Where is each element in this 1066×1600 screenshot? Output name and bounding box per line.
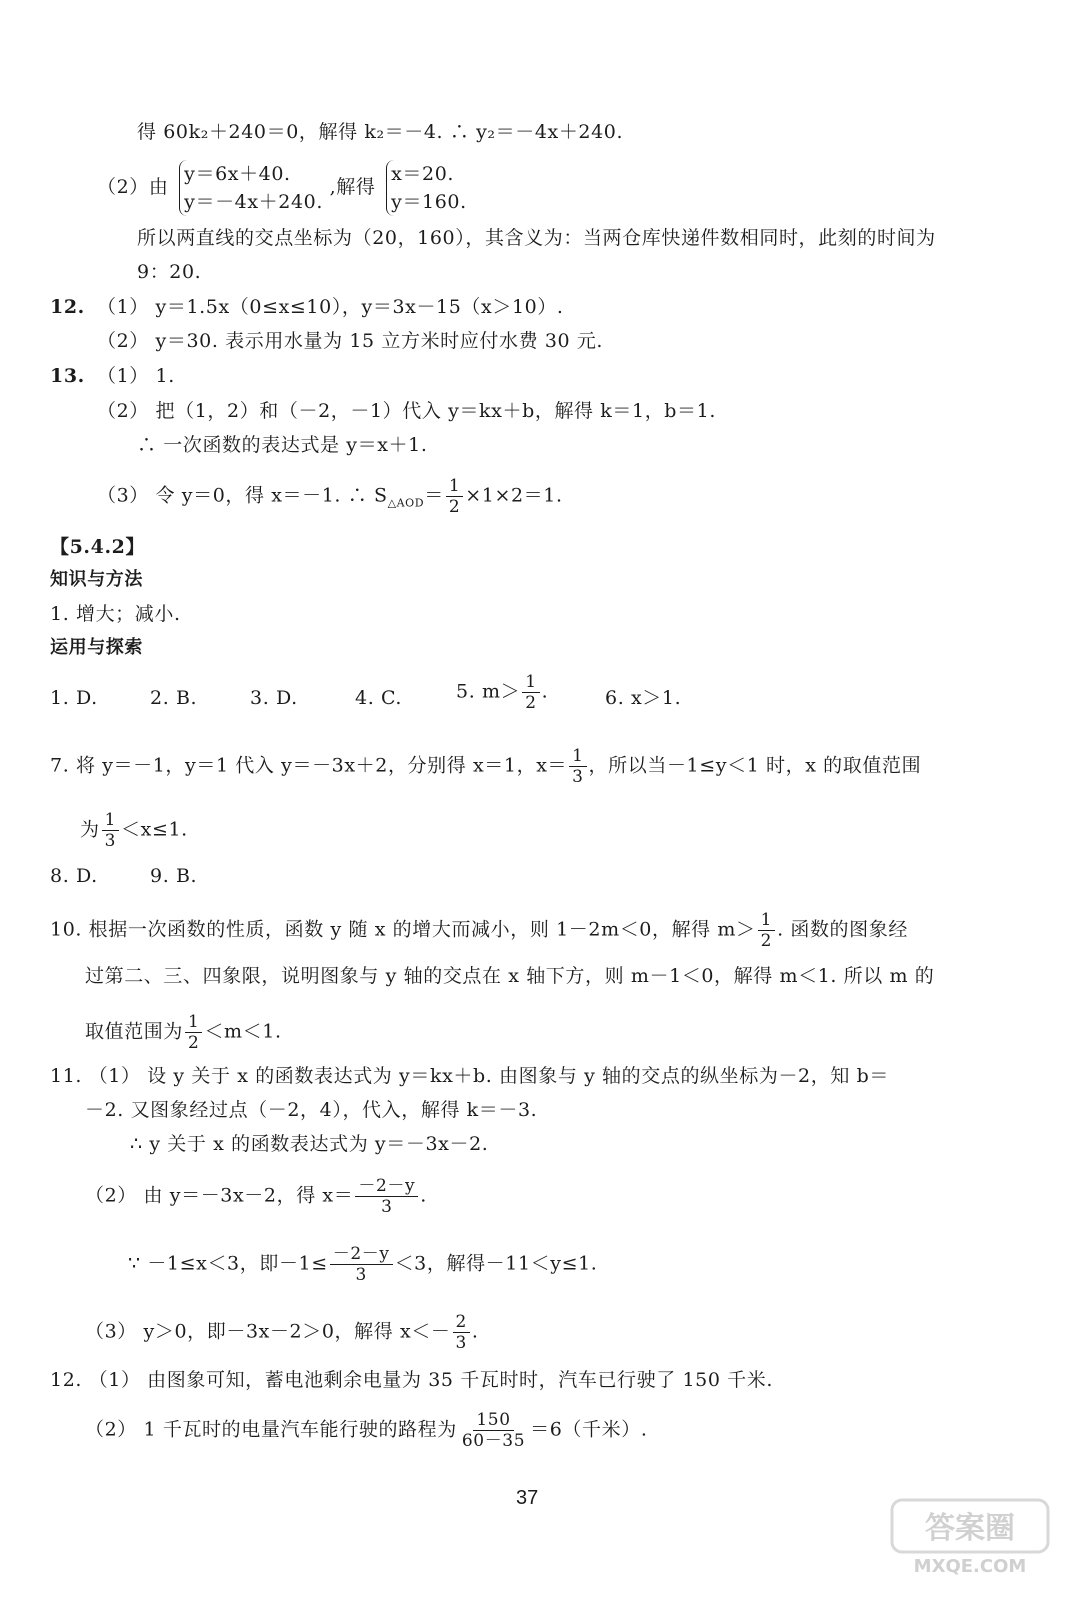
line-4: 9：20.: [137, 261, 202, 283]
q7-text-b: ，所以当－1≤y＜1 时，x 的取值范围: [588, 754, 922, 777]
fraction-denominator: 3: [355, 1265, 367, 1285]
q12-number: 12.: [50, 296, 85, 318]
q11-line-2: －2. 又图象经过点（－2，4），代入，解得 k＝－3.: [85, 1099, 538, 1121]
watermark-logo: [890, 1498, 1050, 1578]
fraction-negx: [355, 1176, 418, 1217]
q10-text-e: ＜m＜1.: [204, 1020, 282, 1043]
answer-5: 5. m＞ $\frac{1}{2}$ .: [456, 672, 549, 713]
q13-number: 13.: [50, 365, 85, 387]
equation-system-2: [386, 160, 467, 216]
q11-line-5: [128, 1244, 597, 1285]
fraction-negx: [330, 1244, 393, 1285]
q7-text-d: ＜x≤1.: [121, 818, 188, 841]
q11-line-3: ∴ y 关于 x 的函数表达式为 y＝－3x－2.: [130, 1133, 489, 1155]
q12b-line-1: 12. （1） 由图象可知，蓄电池剩余电量为 35 千瓦时时，汽车已行驶了 150 千米.: [50, 1369, 774, 1391]
system-2-eq-1: x＝20.: [391, 163, 455, 185]
subheading-practice: 运用与探索: [50, 637, 143, 658]
q13-part3: [97, 476, 563, 517]
q7-line-1: [50, 746, 921, 787]
q10-line-3: [85, 1012, 282, 1053]
q12b-text-2: （2） 1 千瓦时的电量汽车能行驶的路程为: [85, 1418, 457, 1441]
q12-part2: （2） y＝30. 表示用水量为 15 立方米时应付水费 30 元.: [97, 330, 604, 352]
system-mid: ,解得: [329, 176, 376, 198]
fraction-numerator: 1: [522, 672, 539, 693]
q10-text-b: . 函数的图象经: [777, 918, 908, 941]
q13-part2-cont: ∴ 一次函数的表达式是 y＝x＋1.: [137, 434, 428, 456]
q12b-line-2: [85, 1410, 647, 1451]
fraction-denominator: 3: [381, 1197, 393, 1217]
fraction-numerator: －2－y: [330, 1244, 393, 1265]
q13-part1: （1） 1.: [97, 365, 175, 387]
q7-text-a: 7. 将 y＝－1，y＝1 代入 y＝－3x＋2，分别得 x＝1，x＝: [50, 754, 568, 777]
fraction-third: [102, 810, 119, 851]
q7-line-2: [80, 810, 188, 851]
equals: ＝: [424, 484, 444, 507]
answer-6: 6. x＞1.: [605, 687, 682, 709]
fraction-half: [522, 672, 539, 713]
fraction-numerator: 150: [473, 1410, 513, 1431]
q12b-text-3: ＝6（千米）.: [530, 1418, 648, 1441]
answer-3: 3. D.: [250, 687, 298, 709]
fraction-numerator: 2: [453, 1312, 470, 1333]
q11-text-d: （2） 由 y＝－3x－2，得 x＝: [85, 1184, 354, 1207]
answer-1: 1. D.: [50, 687, 98, 709]
watermark-url: MXQE.COM: [913, 1556, 1027, 1577]
line-system: [97, 160, 467, 216]
q11-text-f: ＜3，解得－11＜y≤1.: [394, 1252, 598, 1275]
answer-4: 4. C.: [355, 687, 403, 709]
system-2-eq-2: y＝160.: [391, 191, 467, 213]
k-answer-1: 1. 增大；减小.: [50, 603, 181, 625]
fraction-half: [758, 910, 775, 951]
fraction-numerator: 1: [102, 810, 119, 831]
triangle-subscript: △AOD: [387, 496, 425, 510]
q7-text-c: 为: [80, 818, 100, 841]
fraction-denominator: 3: [572, 767, 584, 787]
answer-8: 8. D.: [50, 865, 98, 887]
answer-9: 9. B.: [150, 865, 198, 887]
system-lead: （2）由: [97, 176, 169, 198]
fraction-denominator: 2: [525, 693, 537, 713]
fraction-denominator: 60－35: [461, 1431, 526, 1451]
fraction-numerator: 1: [569, 746, 586, 767]
fraction-numerator: 1: [446, 476, 463, 497]
watermark-text: 答案圈: [925, 1511, 1015, 1546]
q13-part2: （2） 把（1，2）和（－2，－1）代入 y＝kx＋b，解得 k＝1，b＝1.: [97, 400, 716, 422]
q10-line-1: [50, 910, 908, 951]
fraction-numerator: －2－y: [355, 1176, 418, 1197]
fraction-third: [569, 746, 586, 787]
q11-line-6: （3） y＞0，即－3x－2＞0，解得 x＜－ $\frac{2}{3}$ .: [85, 1312, 479, 1353]
fraction-denominator: 2: [188, 1033, 200, 1053]
equation-system-1: [179, 160, 323, 216]
fraction-numerator: 1: [185, 1012, 202, 1033]
fraction-numerator: 1: [758, 910, 775, 931]
answer-5-text: 5. m＞: [456, 680, 521, 703]
q10-text-d: 取值范围为: [85, 1020, 184, 1043]
section-heading: 【5.4.2】: [50, 536, 146, 558]
line-3: 所以两直线的交点坐标为（20，160），其含义为：当两仓库快递件数相同时，此刻的时间为: [137, 227, 936, 249]
fraction-half: [185, 1012, 202, 1053]
q12-part1: （1） y＝1.5x（0≤x≤10），y＝3x－15（x＞10）.: [97, 296, 564, 318]
line-1: 得 60k₂＋240＝0，解得 k₂＝－4. ∴ y₂＝－4x＋240.: [137, 121, 624, 143]
q11-line-1: 11. （1） 设 y 关于 x 的函数表达式为 y＝kx＋b. 由图象与 y 轴的交点的纵坐标为－2，知 b＝: [50, 1065, 889, 1087]
fraction-denominator: 3: [455, 1333, 467, 1353]
q13-part3-text: （3） 令 y＝0，得 x＝－1. ∴ S: [97, 484, 388, 507]
fraction-denominator: 3: [104, 831, 117, 851]
q10-text-a: 10. 根据一次函数的性质，函数 y 随 x 的增大而减小，则 1－2m＜0，解得 m＞: [50, 918, 756, 941]
fraction-denominator: 2: [760, 931, 773, 951]
watermark-graphic: [890, 1498, 1050, 1578]
fraction-ev: [459, 1410, 528, 1451]
fraction-half: [446, 476, 463, 517]
answer-2: 2. B.: [150, 687, 198, 709]
page-number: 37: [516, 1487, 539, 1509]
q11-text-g: （3） y＞0，即－3x－2＞0，解得 x＜－: [85, 1320, 451, 1343]
q10-line-2: 过第二、三、四象限，说明图象与 y 轴的交点在 x 轴下方，则 m－1＜0，解得 m＜1. 所以 m 的: [85, 965, 935, 987]
q11-text-e: ∵ －1≤x＜3，即－1≤: [128, 1252, 328, 1275]
fraction-twothird: [453, 1312, 470, 1353]
subheading-knowledge: 知识与方法: [50, 569, 143, 590]
q13-part3-end: ×1×2＝1.: [465, 484, 563, 507]
q11-line-4: （2） 由 y＝－3x－2，得 x＝ $\frac{-2-y}{3}$ .: [85, 1176, 427, 1217]
fraction-denominator: 2: [448, 497, 461, 517]
system-1-eq-2: y＝－4x＋240.: [184, 191, 323, 213]
system-1-eq-1: y＝6x＋40.: [184, 163, 291, 185]
